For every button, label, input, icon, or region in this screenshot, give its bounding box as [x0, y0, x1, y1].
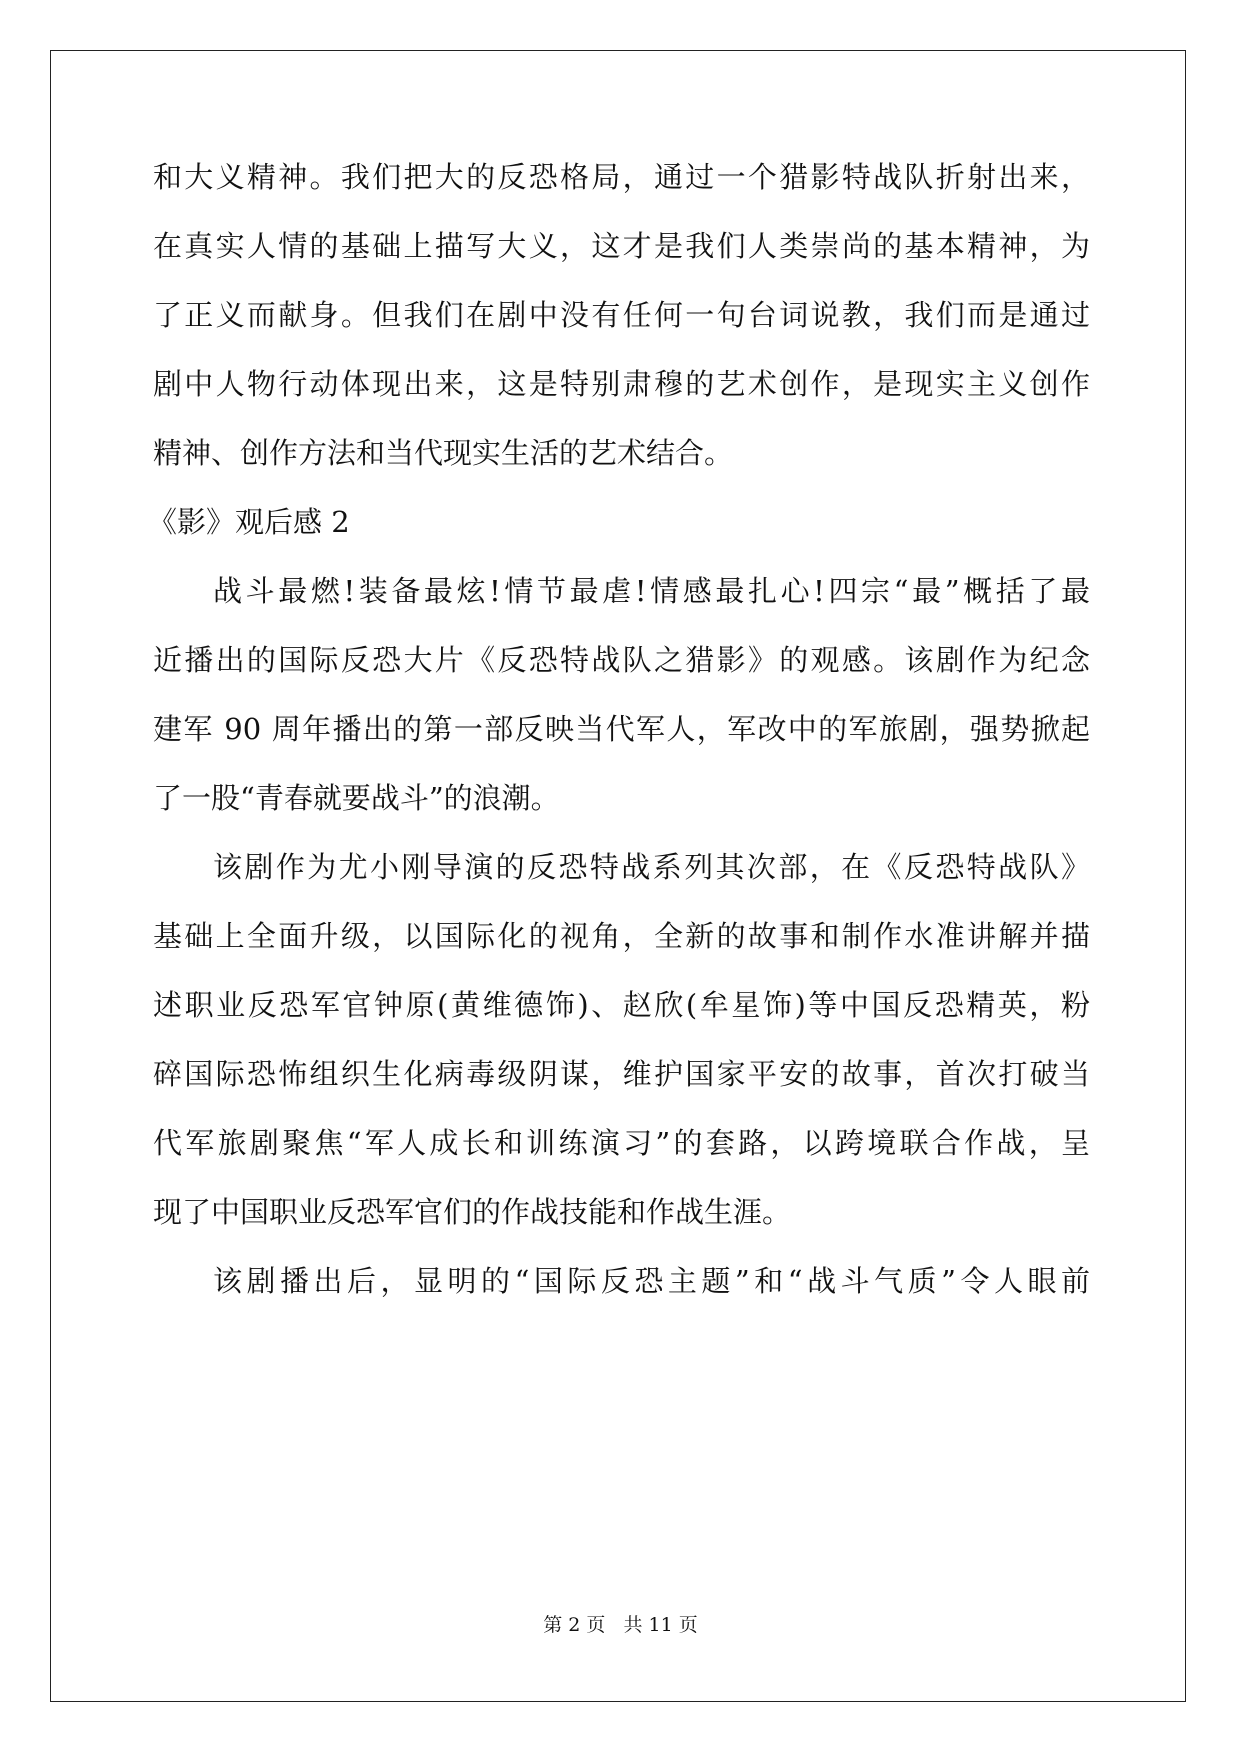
paragraph-line: 代军旅剧聚焦“军人成长和训练演习”的套路，以跨境联合作战，呈	[153, 1126, 1090, 1160]
paragraph-line: 剧中人物行动体现出来，这是特别肃穆的艺术创作，是现实主义创作	[153, 367, 1090, 401]
paragraph-line: 该剧播出后，显明的“国际反恐主题”和“战斗气质”令人眼前	[213, 1264, 1090, 1298]
paragraph-line: 和大义精神。我们把大的反恐格局，通过一个猎影特战队折射出来，	[153, 160, 1090, 194]
paragraph-line: 近播出的国际反恐大片《反恐特战队之猎影》的观感。该剧作为纪念	[153, 643, 1090, 677]
paragraph-line: 战斗最燃!装备最炫!情节最虐!情感最扎心!四宗“最”概括了最	[213, 574, 1090, 608]
paragraph-line: 该剧作为尤小刚导演的反恐特战系列其次部，在《反恐特战队》	[213, 850, 1090, 884]
paragraph-line: 了正义而献身。但我们在剧中没有任何一句台词说教，我们而是通过	[153, 298, 1090, 332]
paragraph-line: 述职业反恐军官钟原(黄维德饰)、赵欣(牟星饰)等中国反恐精英，粉	[153, 988, 1090, 1022]
page-footer: 第 2 页 共 11 页	[543, 1614, 698, 1636]
paragraph-line: 了一股“青春就要战斗”的浪潮。	[153, 781, 560, 815]
paragraph-line: 碎国际恐怖组织生化病毒级阴谋，维护国家平安的故事，首次打破当	[153, 1057, 1090, 1091]
paragraph-line: 在真实人情的基础上描写大义，这才是我们人类崇尚的基本精神，为	[153, 229, 1090, 263]
paragraph-line: 现了中国职业反恐军官们的作战技能和作战生涯。	[153, 1195, 792, 1229]
paragraph-line: 精神、创作方法和当代现实生活的艺术结合。	[153, 436, 734, 470]
section-heading: 《影》观后感 2	[148, 505, 350, 539]
paragraph-line: 基础上全面升级，以国际化的视角，全新的故事和制作水准讲解并描	[153, 919, 1090, 953]
paragraph-line: 建军 90 周年播出的第一部反映当代军人，军改中的军旅剧，强势掀起	[153, 712, 1090, 746]
